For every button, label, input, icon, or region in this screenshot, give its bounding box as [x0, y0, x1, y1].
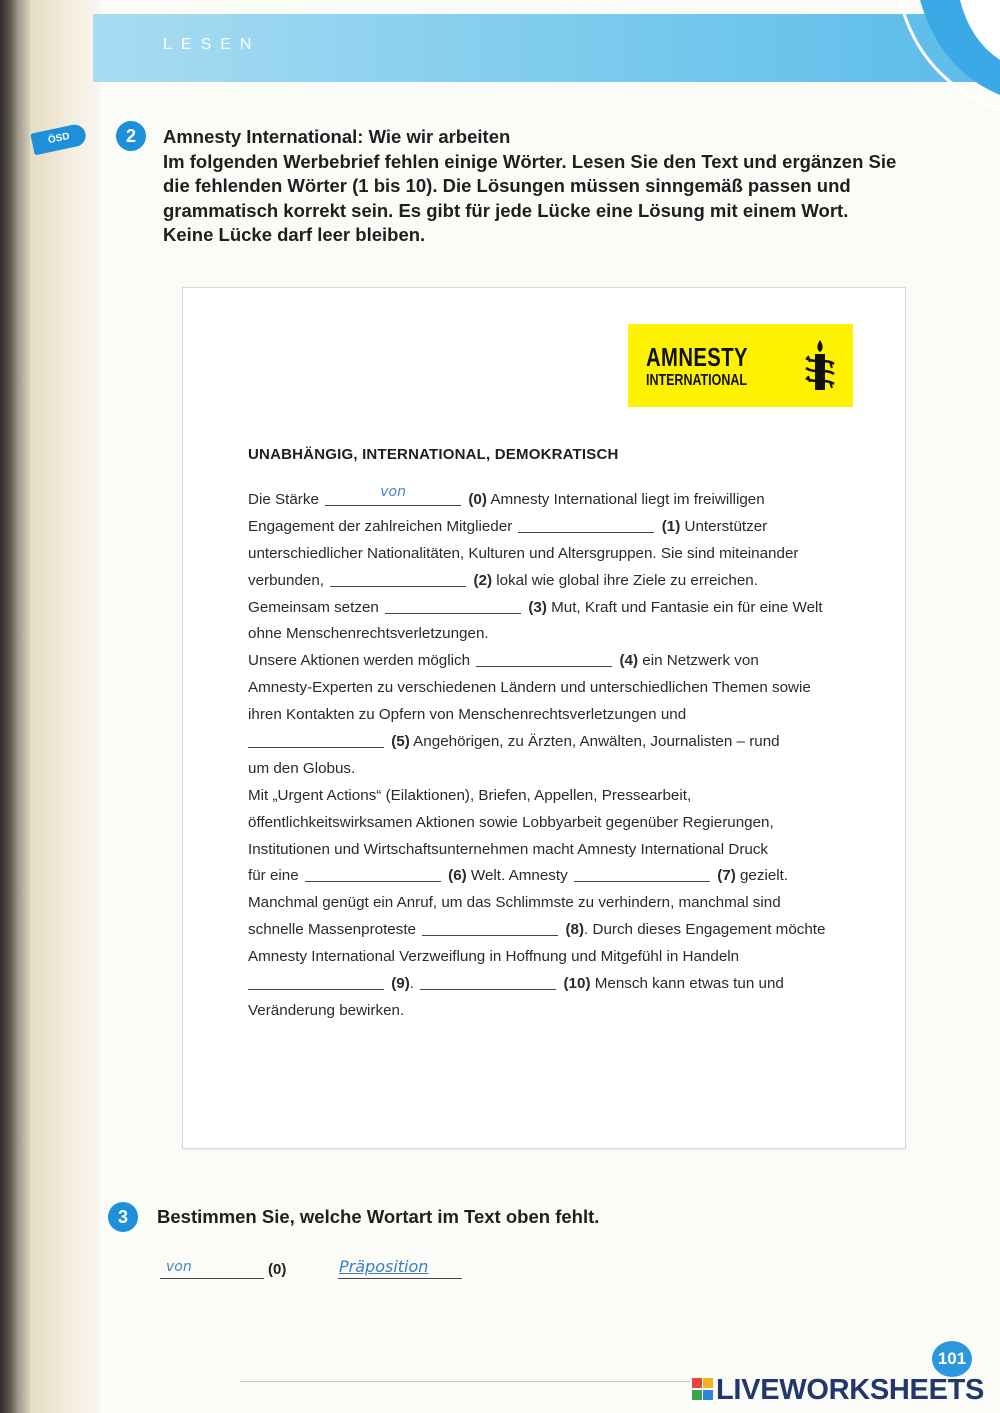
gap-7-input[interactable]: [574, 865, 710, 882]
letter-line: öffentlichkeitswirksamen Aktionen sowie Lobbyarbeit gegenüber Regierungen,: [248, 813, 774, 831]
text: .: [409, 975, 415, 993]
text: Mensch kann etwas tun und: [590, 975, 784, 993]
text: ein Netzwerk von: [638, 652, 759, 670]
example-answer: von: [380, 484, 406, 501]
gap-1-input[interactable]: [518, 516, 654, 533]
text: Die Stärke: [248, 491, 319, 508]
gap-6-input[interactable]: [305, 865, 441, 882]
letter-line: Amnesty International Verzweiflung in Hoffnung und Mitgefühl in Handeln: [248, 948, 740, 966]
text: Unsere Aktionen werden möglich: [248, 652, 471, 670]
page-gutter: [30, 0, 100, 1413]
letter-line: [248, 648, 868, 675]
text: verbunden,: [248, 571, 324, 589]
letter-line: ihren Kontakten zu Opfern von Menschenrechtsverletzungen und: [248, 706, 687, 724]
candle-icon: [800, 336, 840, 396]
letter-line: [248, 514, 868, 541]
task-number-2: 2: [116, 121, 146, 151]
text: Engagement der zahlreichen Mitglieder: [248, 517, 513, 535]
page-number: 101: [932, 1341, 972, 1377]
task2-instructions: [163, 125, 923, 248]
letter-line: [248, 917, 868, 944]
task2-line: die fehlenden Wörter (1 bis 10). Die Lösungen müssen sinngemäß passen und: [163, 175, 851, 196]
gap-label-4: (4): [619, 652, 639, 670]
letter-line: unterschiedlicher Nationalitäten, Kulturen und Altersgruppen. Sie sind miteinander: [248, 544, 799, 562]
gap-2-input[interactable]: [330, 570, 466, 587]
text: Welt. Amnesty: [466, 867, 568, 885]
gap-label-2: (2): [473, 571, 493, 589]
text: Angehörigen, zu Ärzten, Anwälten, Journalisten – rund: [409, 733, 780, 751]
task2-title: Amnesty International: Wie wir arbeiten: [163, 126, 511, 147]
task2-line: grammatisch korrekt sein. Es gibt für jede Lücke eine Lösung mit einem Wort.: [163, 199, 849, 221]
gap-label-5: (5): [391, 733, 410, 751]
letter-line: [248, 595, 868, 622]
text: Mut, Kraft und Fantasie ein für eine Welt: [546, 598, 823, 616]
liveworksheets-wordmark: LIVEWORKSHEETS: [716, 1374, 985, 1406]
text: Amnesty International liegt im freiwilligen: [486, 491, 765, 508]
gap-label-3: (3): [528, 598, 547, 616]
letter-body: [248, 484, 868, 1025]
letter-line: Veränderung bewirken.: [248, 1001, 405, 1019]
text: gezielt.: [735, 867, 789, 885]
gap-label-9: (9): [391, 975, 410, 993]
text: Gemeinsam setzen: [248, 598, 379, 616]
liveworksheets-logo-icon: [692, 1376, 714, 1402]
bottom-rule: [240, 1381, 690, 1382]
text: . Durch dieses Engagement möchte: [584, 921, 826, 939]
letter-line: Manchmal genügt ein Anruf, um das Schlimmste zu verhindern, manchmal sind: [248, 894, 781, 912]
header-arc-decoration: [860, 0, 1000, 130]
task2-line: Im folgenden Werbebrief fehlen einige Wörter. Lesen Sie den Text und ergänzen Sie: [163, 150, 897, 172]
logo-word-international: INTERNATIONAL: [646, 372, 747, 389]
gap-9-input[interactable]: [248, 973, 384, 990]
example-word: von: [166, 1259, 192, 1275]
gap-10-input[interactable]: [420, 973, 556, 990]
gap-0: [325, 484, 461, 506]
logo-word-amnesty: AMNESTY: [646, 342, 748, 372]
gap-5-input[interactable]: [248, 731, 384, 748]
gap-label-7: (7): [717, 867, 736, 885]
letter-line: Institutionen und Wirtschaftsunternehmen macht Amnesty International Druck: [248, 840, 769, 858]
text: für eine: [248, 867, 299, 885]
gap-label-0: (0): [468, 491, 487, 508]
gap-8-input[interactable]: [422, 919, 558, 936]
gap-3-input[interactable]: [385, 597, 521, 614]
gap-label-8: (8): [565, 921, 585, 939]
letter-heading: UNABHÄNGIG, INTERNATIONAL, DEMOKRATISCH: [248, 446, 619, 463]
text: Unterstützer: [680, 517, 768, 535]
task2-line: Keine Lücke darf leer bleiben.: [163, 224, 426, 245]
text: lokal wie global ihre Ziele zu erreichen.: [492, 571, 758, 589]
task3-example-row: [160, 1257, 480, 1281]
text: schnelle Massenproteste: [248, 921, 416, 939]
letter-line: um den Globus.: [248, 759, 356, 777]
gap-label-6: (6): [448, 867, 467, 885]
letter-line: [248, 971, 868, 998]
letter-line: Amnesty-Experten zu verschiedenen Ländern und unterschiedlichen Themen sowie: [248, 679, 811, 697]
example-label: (0): [268, 1261, 287, 1278]
letter-line: Mit „Urgent Actions“ (Eilaktionen), Briefen, Appellen, Pressearbeit,: [248, 786, 692, 804]
book-binding-shadow: [0, 0, 30, 1413]
letter-line: [248, 729, 868, 756]
liveworksheets-brand: [692, 1374, 992, 1406]
gap-label-10: (10): [563, 975, 591, 993]
example-word-type: Präposition: [339, 1257, 429, 1276]
amnesty-logo: [628, 324, 853, 407]
osd-badge: ÖSD: [30, 123, 87, 156]
section-title: LESEN: [163, 36, 261, 53]
task-number-3: 3: [108, 1202, 138, 1232]
letter-line: [248, 863, 868, 890]
gap-label-1: (1): [661, 517, 681, 535]
letter-line: [248, 484, 868, 514]
letter-line: [248, 568, 868, 595]
letter-line: ohne Menschenrechtsverletzungen.: [248, 625, 489, 643]
gap-4-input[interactable]: [476, 650, 612, 667]
task3-title: Bestimmen Sie, welche Wortart im Text oben fehlt.: [157, 1206, 600, 1227]
